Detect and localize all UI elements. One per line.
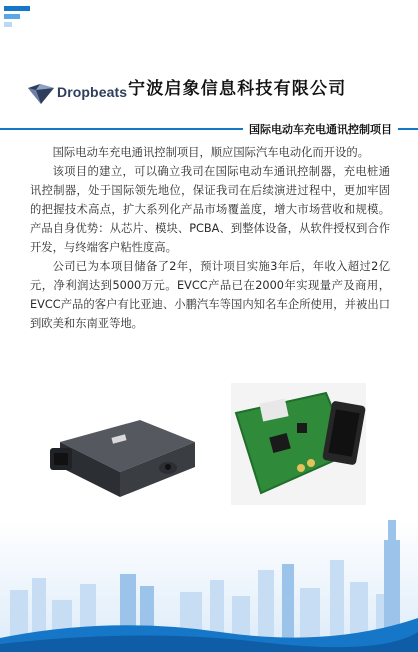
paragraph-revenue: 公司已为本项目储备了2年，预计项目实施3年后，年收入超过2亿元，净利润达到5000万元。EVCC产品已在2000年实现量产及商用，EVCC产品的客户有比亚迪、小鹏汽车等国内知名车企所使用，并被出口到欧美和东南亚等地。 <box>30 260 390 330</box>
pcb-board-image <box>231 383 366 505</box>
project-title: 国际电动车充电通讯控制项目 <box>243 121 398 137</box>
company-name: 宁波启象信息科技有限公司 <box>128 79 347 99</box>
header <box>0 70 418 120</box>
body-text <box>30 143 390 333</box>
paragraph-advantages: 该项目的建立，可以确立我司在国际电动车通讯控制器，充电桩通讯控制器，处于国际领先地位，保证我司在后续演进过程中，更加牢固的把握技术高点，扩大系列化产品市场覆盖度，增大市场营收和规模。产品自身优势：从芯片、模块、PCBA、到整体设备，从软件授权到合作开发，与终端客户粘性度高。 <box>30 165 390 254</box>
city-skyline-decoration <box>0 520 418 652</box>
corner-decoration <box>0 0 70 60</box>
controller-housing-image <box>50 402 200 502</box>
paragraph-intro: 国际电动车充电通讯控制项目，顺应国际汽车电动化而开设的。 <box>52 146 369 159</box>
dropbeats-logo-icon <box>26 82 56 106</box>
logo-text: Dropbeats <box>57 84 128 100</box>
